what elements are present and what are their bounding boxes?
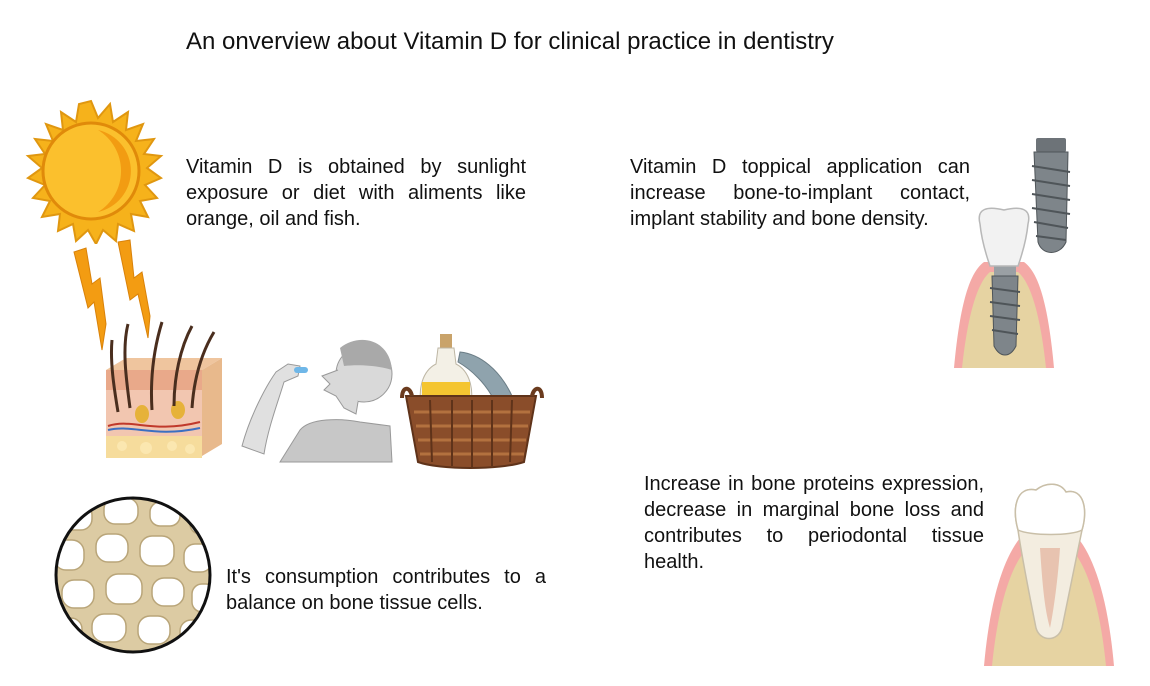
skin-layer-icon <box>102 318 228 470</box>
implant-application-text: Vitamin D toppical application can increase bone-to-implant contact, implant stability and bone density. <box>630 156 970 230</box>
dental-implant-icon <box>950 132 1090 372</box>
food-basket-icon <box>400 330 544 472</box>
tooth-icon <box>980 478 1118 670</box>
sun-icon <box>18 98 164 244</box>
bone-tissue-icon <box>52 494 214 656</box>
sunlight-diet-text: Vitamin D is obtained by sunlight exposure or diet with aliments like orange, oil and fish. <box>186 156 526 230</box>
bone-balance-text: It's consumption contributes to a balance on bone tissue cells. <box>226 566 546 614</box>
periodontal-health-text: Increase in bone proteins expression, decrease in marginal bone loss and contributes to periodontal tissue health. <box>644 473 984 573</box>
person-taking-pill-icon <box>240 326 400 464</box>
page-title: An onverview about Vitamin D for clinical practice in dentistry <box>186 28 834 55</box>
